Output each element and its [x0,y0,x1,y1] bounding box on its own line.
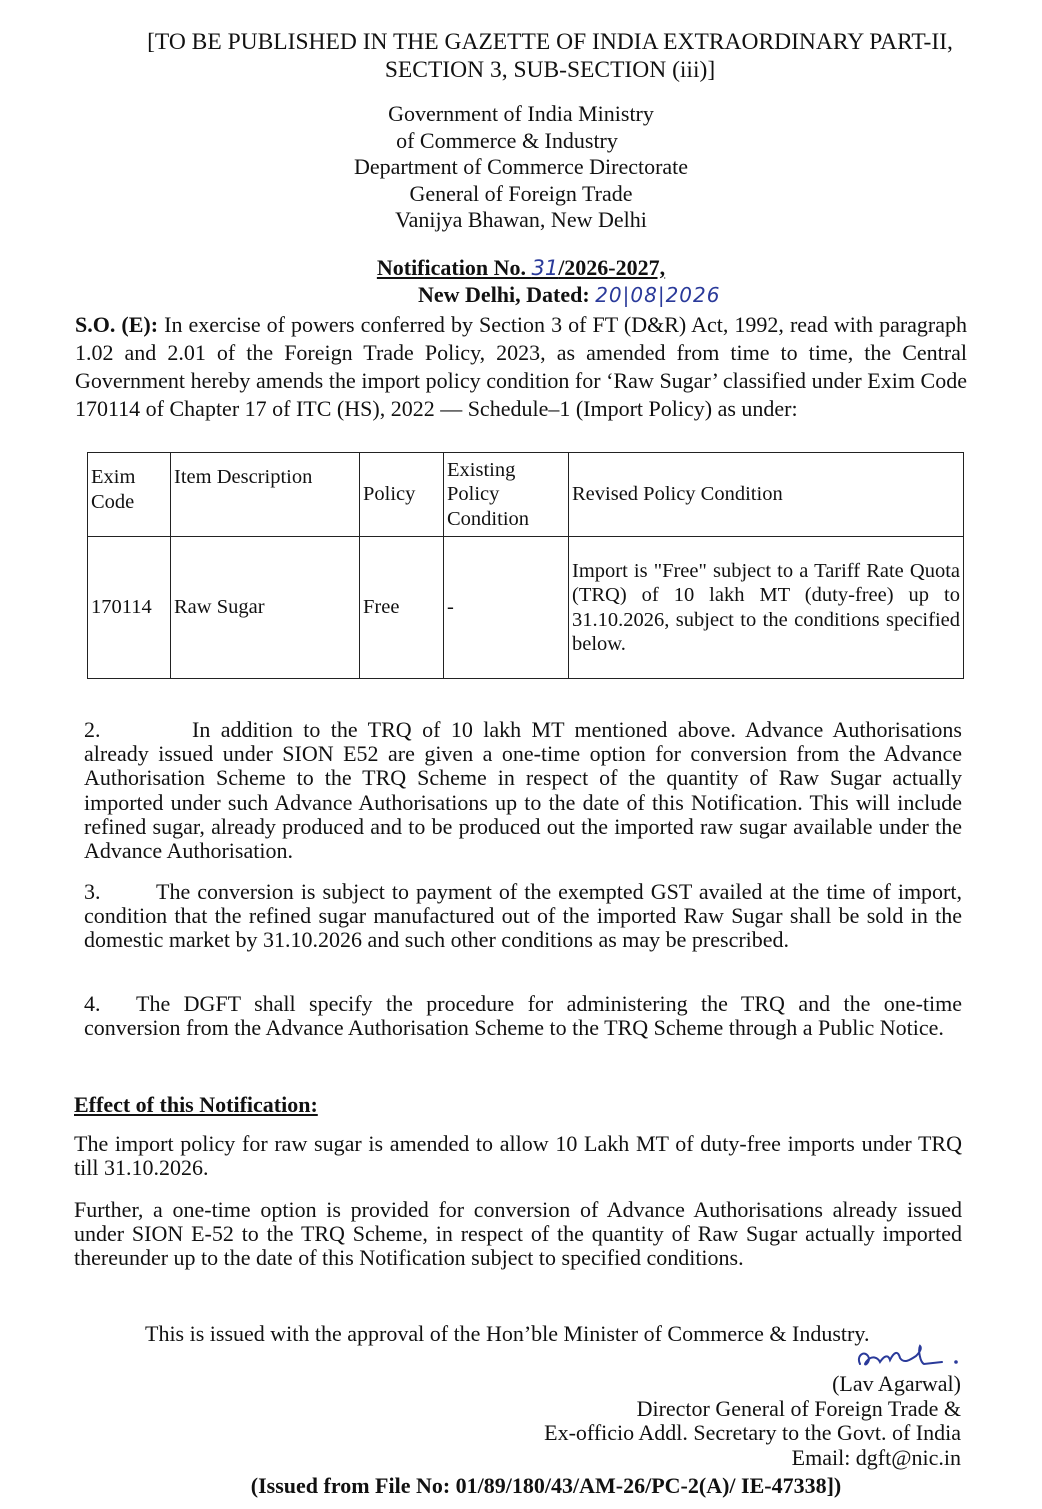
effect-heading: Effect of this Notification: [74,1092,318,1117]
paragraph-4-text: The DGFT shall specify the procedure for administering the TRQ and the one-time conversion from the Advance Authorisation Scheme to the TRQ Scheme through a Public Notice. [84,991,962,1041]
cell-exim-code: 170114 [88,537,171,679]
ministry-line-5: Vanijya Bhawan, New Delhi [395,207,647,232]
dated-label: New Delhi, Dated: [418,282,596,307]
header-revised-condition: Revised Policy Condition [569,453,964,537]
paragraph-4 [84,992,962,1040]
policy-table [87,452,964,679]
so-text: In exercise of powers conferred by Section 3 of FT (D&R) Act, 1992, read with paragraph 1.02 and 2.01 of the Foreign Trade Policy, 2023, as amended from time to time, the Central Government hereby amends the import policy condition for ‘Raw Sugar’ classified under Exim Code 170114 of Chapter 17 of ITC (HS), 2022 — Schedule–1 (Import Policy) as under: [75,312,968,421]
effect-paragraph-1: The import policy for raw sugar is amended to allow 10 Lakh MT of duty-free imports under TRQ till 31.10.2026. [74,1131,962,1181]
so-lead: S.O. (E): [75,312,159,337]
notification-prefix: Notification No. [376,255,532,280]
paragraph-2-text: In addition to the TRQ of 10 lakh MT mentioned above. Advance Authorisations already issued under SION E52 are given a one-time option for conversion from the Advance Authorisation Scheme to the TRQ Scheme in respect of the quantity of Raw Sugar actually imported under such Advance Authorisations up to the date of this Notification. This will include refined sugar, already produced and to be produced out the imported raw sugar available under the Advance Authorisation. [84,717,962,864]
ministry-address [0,101,1042,234]
signatory-block [544,1372,961,1470]
cell-policy: Free [360,537,444,679]
table-header-row [88,453,964,537]
cell-revised-condition: Import is "Free" subject to a Tariff Rate Quota (TRQ) of 10 lakh MT (duty-free) up to 31.10.2026, subject to the conditions specified below. [569,537,964,679]
ministry-line-3: Department of Commerce Directorate [353,154,689,179]
signatory-email: Email: dgft@nic.in [791,1444,961,1470]
cell-existing-condition: - [444,537,569,679]
paragraph-3-number: 3. [84,879,101,904]
notification-suffix: /2026-2027, [558,255,666,280]
paragraph-2-number: 2. [84,717,101,742]
header-existing-condition: Existing Policy Condition [444,453,569,537]
header-exim-code: Exim Code [88,453,171,537]
notification-number-handwritten: 31 [531,256,559,280]
signatory-name: (Lav Agarwal) [832,1371,961,1396]
notification-number [0,256,1042,281]
notification-date [418,283,720,308]
gazette-header-line-1: [TO BE PUBLISHED IN THE GAZETTE OF INDIA EXTRAORDINARY PART-II, [147,29,953,55]
ministry-line-4: General of Foreign Trade [409,180,633,206]
ministry-line-2: of Commerce & Industry [396,127,618,153]
file-reference: (Issued from File No: 01/89/180/43/AM-26/PC-2(A)/ IE-47338]) [250,1473,842,1498]
cell-item-description: Raw Sugar [171,537,360,679]
table-row [88,537,964,679]
effect-paragraph-2: Further, a one-time option is provided for conversion of Advance Authorisations already issued under SION E-52 to the TRQ Scheme, in respect of the quantity of Raw Sugar actually imported thereunder up to the date of this Notification subject to specified conditions. [74,1197,962,1271]
paragraph-3-text: The conversion is subject to payment of the exempted GST availed at the time of import, condition that the refined sugar manufactured out of the imported Raw Sugar shall be sold in the domestic market by 31.10.2026 and such other conditions as may be prescribed. [84,879,962,953]
header-item-description: Item Description [171,453,360,537]
signatory-designation-2: Ex-officio Addl. Secretary to the Govt. of India [544,1420,961,1445]
header-policy: Policy [360,453,444,537]
approval-statement: This is issued with the approval of the Hon’ble Minister of Commerce & Industry. [145,1321,870,1346]
paragraph-2 [84,718,962,863]
dated-value-handwritten: 20|08|2026 [595,283,721,307]
paragraph-3 [84,880,962,953]
gazette-header [60,28,1040,84]
gazette-header-line-2: SECTION 3, SUB-SECTION (iii)] [384,57,716,83]
signatory-designation-1: Director General of Foreign Trade & [636,1395,961,1421]
so-paragraph [75,311,967,423]
ministry-line-1: Government of India Ministry [388,101,654,126]
paragraph-4-number: 4. [84,991,101,1016]
